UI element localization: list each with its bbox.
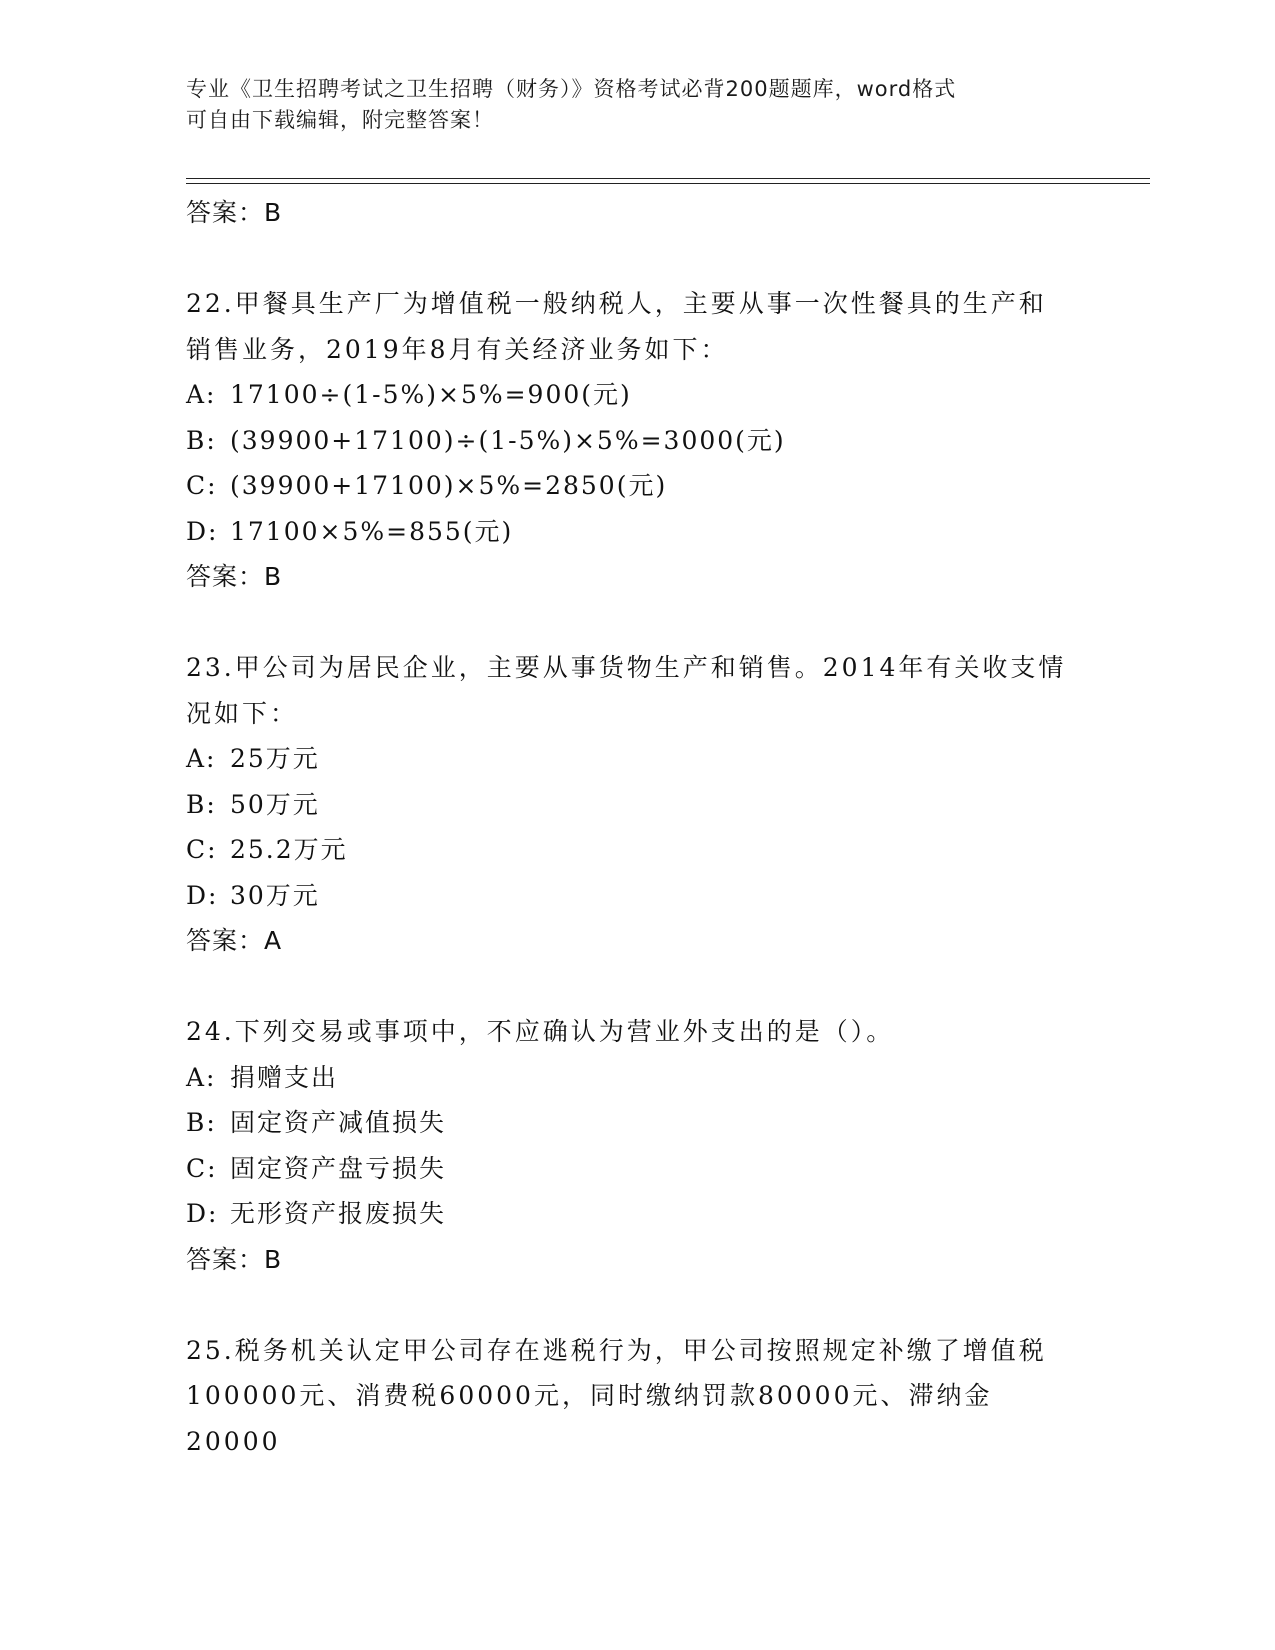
- option-text: (39900+17100)×5%=2850(元): [230, 471, 668, 500]
- question-list: [186, 190, 1086, 1464]
- option-b: [186, 782, 1086, 828]
- option-d: [186, 873, 1086, 919]
- option-label: B:: [186, 1108, 217, 1137]
- option-label: B:: [186, 789, 217, 819]
- option-a: [186, 736, 1086, 782]
- header-divider-top: [186, 178, 1150, 179]
- option-c: [186, 463, 1086, 509]
- option-b: [186, 1100, 1086, 1146]
- spacer: [186, 1282, 1086, 1328]
- option-text: 固定资产减值损失: [230, 1108, 447, 1137]
- option-label: B:: [186, 425, 217, 455]
- option-text: (39900+17100)÷(1-5%)×5%=3000(元): [230, 425, 786, 455]
- option-label: C:: [186, 471, 218, 500]
- option-text: 无形资产报废损失: [230, 1199, 447, 1228]
- question-text-line: 22.甲餐具生产厂为增值税一般纳税人，主要从事一次性餐具的生产和: [186, 289, 1047, 318]
- option-a: [186, 1055, 1086, 1101]
- option-label: A:: [186, 744, 217, 773]
- question-22: [186, 281, 1086, 599]
- answer: 答案：B: [186, 562, 283, 591]
- question-text-line: 23.甲公司为居民企业，主要从事货物生产和销售。2014年有关收支情: [186, 653, 1067, 682]
- answer: 答案：B: [186, 1244, 283, 1274]
- question-text-line: 况如下：: [186, 698, 299, 728]
- document-header: [186, 74, 1086, 136]
- question-text-line: 销售业务，2019年8月有关经济业务如下：: [186, 334, 729, 364]
- previous-answer: 答案：B: [186, 198, 283, 227]
- spacer: [186, 963, 1086, 1009]
- option-text: 17100×5%=855(元): [230, 516, 514, 546]
- question-24: [186, 1009, 1086, 1282]
- option-label: D:: [186, 516, 219, 546]
- option-text: 固定资产盘亏损失: [230, 1153, 447, 1183]
- spacer: [186, 599, 1086, 645]
- option-text: 17100÷(1-5%)×5%=900(元): [230, 380, 632, 409]
- option-text: 50万元: [230, 789, 320, 819]
- answer: 答案：A: [186, 926, 283, 955]
- option-label: A:: [186, 380, 217, 409]
- option-label: D:: [186, 1199, 219, 1228]
- option-label: D:: [186, 880, 219, 910]
- header-line-2: 可自由下载编辑，附完整答案！: [186, 108, 494, 132]
- option-label: C:: [186, 1153, 218, 1183]
- option-text: 25万元: [230, 744, 320, 773]
- spacer: [186, 235, 1086, 281]
- header-line-1: 专业《卫生招聘考试之卫生招聘（财务）》资格考试必背200题题库，word格式: [186, 77, 957, 101]
- option-b: [186, 418, 1086, 464]
- option-a: [186, 372, 1086, 418]
- option-c: [186, 1146, 1086, 1192]
- option-d: [186, 1191, 1086, 1237]
- option-d: [186, 509, 1086, 555]
- question-23: [186, 645, 1086, 963]
- question-text-line: 25.税务机关认定甲公司存在逃税行为，甲公司按照规定补缴了增值税: [186, 1335, 1047, 1365]
- question-25: [186, 1328, 1086, 1465]
- header-divider-bottom: [186, 183, 1150, 184]
- question-text-line: 24.下列交易或事项中，不应确认为营业外支出的是（）。: [186, 1017, 895, 1046]
- option-text: 捐赠支出: [230, 1062, 339, 1092]
- option-label: C:: [186, 835, 218, 864]
- option-text: 25.2万元: [230, 835, 348, 864]
- option-label: A:: [186, 1062, 217, 1092]
- option-text: 30万元: [230, 880, 320, 910]
- question-text-line: 100000元、消费税60000元，同时缴纳罚款80000元、滞纳金20000: [186, 1381, 993, 1456]
- option-c: [186, 827, 1086, 873]
